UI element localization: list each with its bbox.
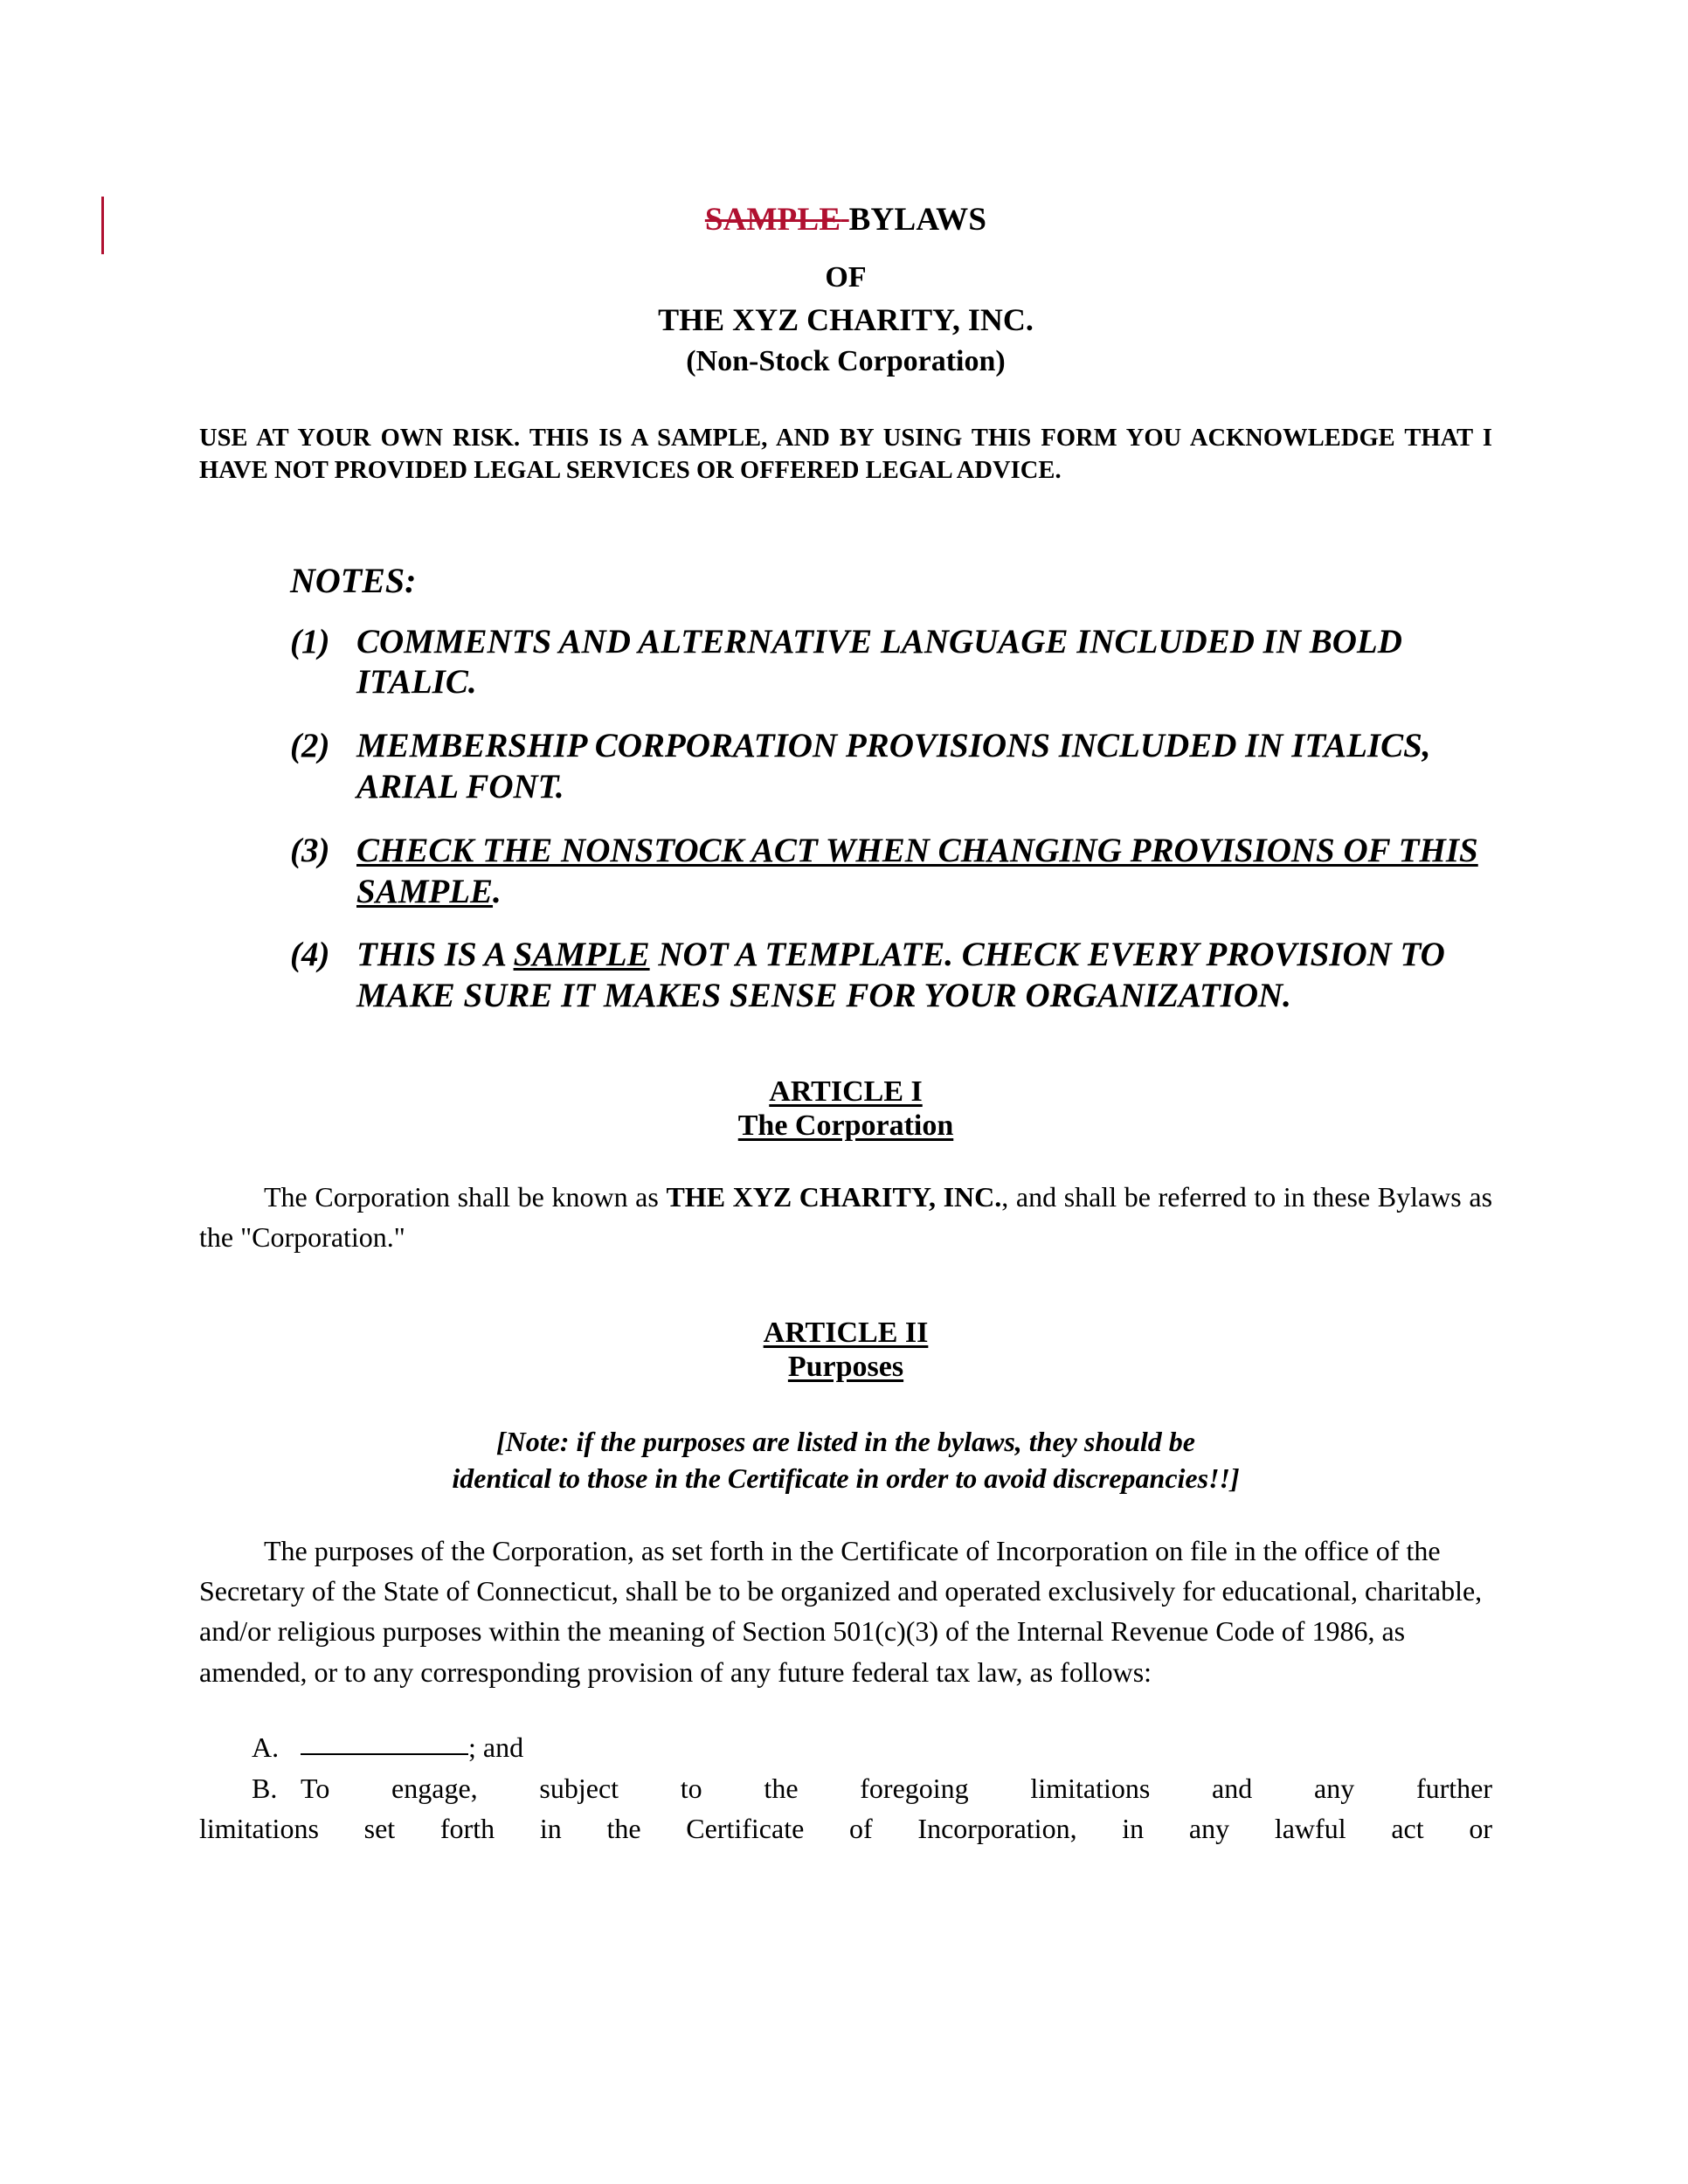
note-underlined-text: CHECK THE NONSTOCK ACT WHEN CHANGING PROVISIONS OF THIS SAMPLE [356,831,1478,910]
struck-sample-word: SAMPLE [704,202,841,238]
list-item [199,1727,1492,1767]
note-trailing-punctuation: . [493,872,502,910]
article-1-heading [199,1075,1492,1144]
note-item-3 [290,831,1492,913]
paragraph-text-after: , and shall be referred to in these Bylaws as the "Corporation." [199,1180,1493,1254]
list-item-text: ; and [468,1731,524,1764]
note-number: (4) [290,936,330,974]
note-underlined-word: SAMPLE [513,936,650,974]
disclaimer-text: USE AT YOUR OWN RISK. THIS IS A SAMPLE, AND BY USING THIS FORM YOU ACKNOWLEDGE THAT I HAVE NOT PROVIDED LEGAL SERVICES OR OFFERED LEGAL ADVICE. [199,425,1492,485]
article-2-heading [199,1316,1492,1385]
page-title [199,204,1492,236]
list-item [199,1768,1492,1808]
bracket-note-line-2: identical to those in the Certificate in order to avoid discrepancies!!] [452,1462,1240,1495]
list-item-label: B. [252,1772,278,1804]
article-1-paragraph [199,1177,1492,1258]
article-1-number: ARTICLE I [769,1075,923,1109]
title-block [199,204,1492,377]
title-of: OF [825,261,867,294]
list-item-continuation: limitations set forth in the Certificate of Incorporation, in any lawful act or [199,1813,1492,1844]
notes-section [199,560,1492,1017]
list-item-value [301,1727,1492,1767]
notes-heading: NOTES: [290,560,417,600]
note-part-before: THIS IS A [356,936,514,974]
note-number: (3) [290,831,330,869]
title-organization: THE XYZ CHARITY, INC. [658,302,1034,337]
article-2-name: Purposes [787,1351,904,1384]
article-1-name: The Corporation [737,1109,954,1143]
note-text: COMMENTS AND ALTERNATIVE LANGUAGE INCLUDED IN BOLD ITALIC. [356,622,1402,702]
title-subtitle: (Non-Stock Corporation) [686,345,1006,377]
blank-fill-in-field[interactable] [301,1753,468,1755]
paragraph-bold-name: THE XYZ CHARITY, INC. [666,1180,1002,1213]
paragraph-text-before: The Corporation shall be known as [264,1180,667,1213]
article-2-bracket-note [199,1423,1492,1497]
document-content [199,0,1492,1849]
article-2-paragraph: The purposes of the Corporation, as set forth in the Certificate of Incorporation on file in the office of the Secretary of the State of Connecticut, shall be to be organized and operated exclusively for educational, charitable, and/or religious purposes within the meaning of Section 501(c)(3) of the Internal Revenue Code of 1986, as amended, or to any corresponding provision of any future federal tax law, as follows: [199,1534,1483,1688]
title-rest: BYLAWS [848,202,987,238]
note-item-1 [290,622,1492,704]
strikethrough-space [841,202,848,238]
bracket-note-line-1: [Note: if the purposes are listed in the bylaws, they should be [496,1425,1195,1457]
article-2-number: ARTICLE II [763,1316,929,1349]
note-item-4 [290,935,1492,1017]
note-text: MEMBERSHIP CORPORATION PROVISIONS INCLUDED IN ITALICS, ARIAL FONT. [356,727,1431,806]
note-part-after: NOT A TEMPLATE. CHECK EVERY PROVISION TO MAKE SURE IT MAKES SENSE FOR YOUR ORGANIZATION. [356,936,1445,1015]
note-item-2 [290,726,1492,808]
article-2-lettered-list [199,1727,1492,1849]
note-text [356,935,1492,1017]
revision-change-bar [101,197,104,254]
note-number: (2) [290,727,330,765]
list-item-label: A. [252,1731,280,1764]
note-number: (1) [290,622,330,660]
note-text [356,831,1492,913]
list-item-text: To engage, subject to the foregoing limitations and any further [301,1772,1492,1804]
